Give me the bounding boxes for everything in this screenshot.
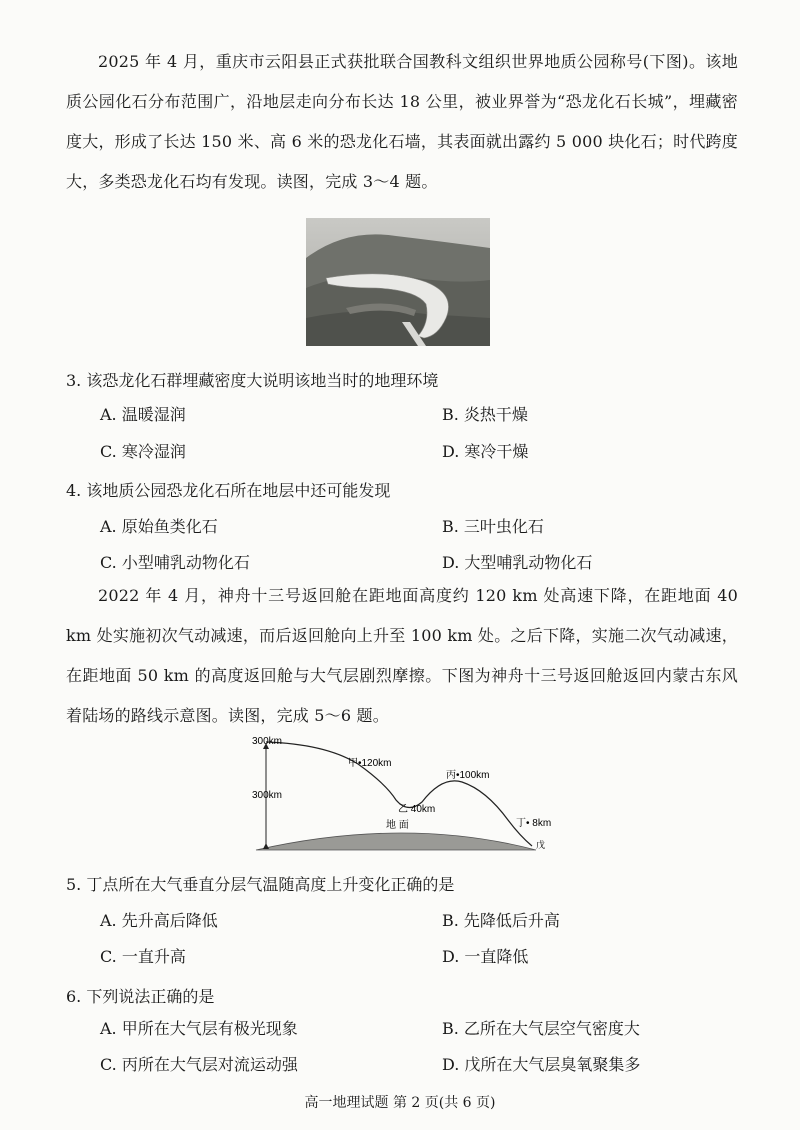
question-3-option-c: C. 寒冷湿润: [100, 442, 186, 461]
question-4-option-a: A. 原始鱼类化石: [100, 517, 218, 536]
reentry-route-diagram: [246, 724, 576, 860]
question-5-option-c: C. 一直升高: [100, 947, 186, 966]
question-6-option-b: B. 乙所在大气层空气密度大: [442, 1019, 640, 1038]
geopark-photo-image: [306, 218, 490, 346]
intro-paragraph-geopark: 2025 年 4 月，重庆市云阳县正式获批联合国教科文组织世界地质公园称号(下图)。该地质公园化石分布范围广，沿地层走向分布长达 18 公里，被业界誉为“恐龙化石长城”，埋藏密度大，形成了长达 150 米、高 6 米的恐龙化石墙，其表面就出露约 5 000 块化石；时代跨度大，多类恐龙化石均有发现。读图，完成 3～4 题。: [66, 52, 738, 191]
point-ding-label: 丁• 8km: [516, 818, 552, 829]
ground-shape: [256, 833, 536, 850]
question-4-stem: 4. 该地质公园恐龙化石所在地层中还可能发现: [66, 481, 391, 500]
geopark-photo: [306, 218, 490, 346]
point-bing-label: 丙•100km: [446, 770, 490, 781]
question-4-option-d: D. 大型哺乳动物化石: [442, 553, 593, 572]
ground-label: 地 面: [386, 820, 409, 831]
question-5-option-d: D. 一直降低: [442, 947, 529, 966]
point-jia-label: 甲•120km: [348, 758, 392, 769]
question-4-option-b: B. 三叶虫化石: [442, 517, 544, 536]
question-6-option-d: D. 戊所在大气层臭氧聚集多: [442, 1055, 641, 1074]
question-6-option-c: C. 丙所在大气层对流运动强: [100, 1055, 298, 1074]
question-4-option-c: C. 小型哺乳动物化石: [100, 553, 250, 572]
question-5-option-a: A. 先升高后降低: [100, 911, 218, 930]
question-5-stem: 5. 丁点所在大气垂直分层气温随高度上升变化正确的是: [66, 875, 455, 894]
question-3-option-b: B. 炎热干燥: [442, 405, 528, 424]
question-6-stem: 6. 下列说法正确的是: [66, 987, 215, 1006]
question-3-option-a: A. 温暖湿润: [100, 405, 186, 424]
point-yi-label: 乙 40km: [398, 804, 436, 815]
question-3-option-d: D. 寒冷干燥: [442, 442, 529, 461]
question-6-option-a: A. 甲所在大气层有极光现象: [100, 1019, 298, 1038]
height-range-label: 300km: [252, 790, 283, 801]
point-wu-label: 戊: [536, 840, 546, 850]
reentry-route-svg: [246, 724, 576, 860]
question-5-option-b: B. 先降低后升高: [442, 911, 560, 930]
start-height-label: 300km: [252, 736, 283, 747]
intro-paragraph-shenzhou: 2022 年 4 月，神舟十三号返回舱在距地面高度约 120 km 处高速下降，在距地面 40 km 处实施初次气动减速，而后返回舱向上升至 100 km 处。之后下降，实施二次气动减速，在距地面 50 km 的高度返回舱与大气层剧烈摩擦。下图为神舟十三号返回舱返回内蒙古东风着陆场的路线示意图。读图，完成 5～6 题。: [66, 586, 738, 725]
question-3-stem: 3. 该恐龙化石群埋藏密度大说明该地当时的地理环境: [66, 371, 439, 390]
page-footer: 高一地理试题 第 2 页(共 6 页): [304, 1095, 496, 1111]
